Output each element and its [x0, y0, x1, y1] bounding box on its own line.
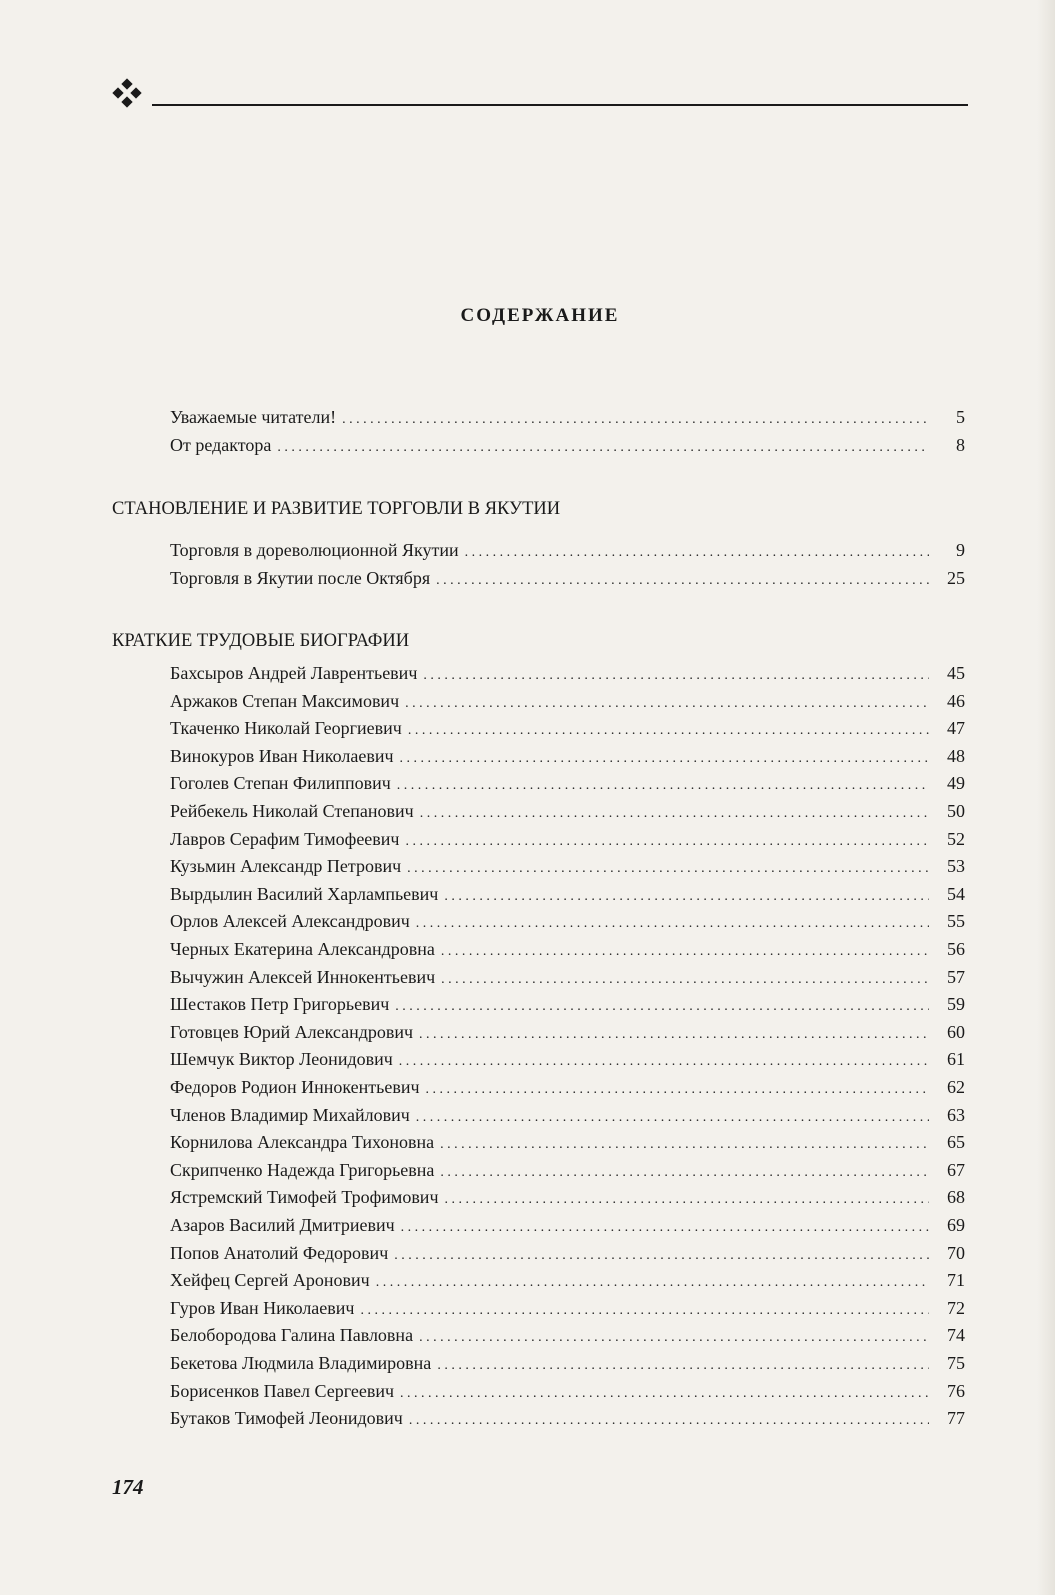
- diamond-ornament-icon: [112, 78, 142, 108]
- toc-entry: [170, 853, 965, 879]
- toc-entry: [170, 1405, 965, 1431]
- toc-entry-page: 71: [947, 1270, 965, 1291]
- leader-dots: [405, 691, 929, 717]
- toc-entry-label: Аржаков Степан Максимович: [170, 690, 400, 711]
- leader-dots: [400, 746, 929, 772]
- toc-entry: [170, 881, 965, 907]
- toc-entry: [170, 1046, 965, 1072]
- toc-entry-page: 53: [947, 856, 965, 877]
- toc-entry: [170, 660, 965, 686]
- toc-entry-page: 9: [956, 540, 965, 560]
- leader-dots: [399, 1049, 929, 1075]
- toc-entry-label: Азаров Василий Дмитриевич: [170, 1215, 395, 1235]
- toc-entry-label: От редактора: [170, 435, 272, 455]
- page-header: [112, 76, 967, 116]
- toc-entry: [170, 908, 965, 934]
- leader-dots: [436, 568, 929, 594]
- leader-dots: [408, 718, 929, 744]
- toc-entry-label: Федоров Родион Иннокентьевич: [170, 1077, 420, 1097]
- leader-dots: [440, 1160, 929, 1186]
- leader-dots: [405, 829, 929, 855]
- toc-entry-page: 76: [947, 1380, 965, 1401]
- leader-dots: [441, 939, 929, 965]
- toc-entry-label: Гуров Иван Николаевич: [170, 1297, 355, 1318]
- toc-entry-page: 48: [947, 745, 965, 766]
- toc-entry-page: 75: [947, 1353, 965, 1373]
- section-heading: СТАНОВЛЕНИЕ И РАЗВИТИЕ ТОРГОВЛИ В ЯКУТИИ: [112, 499, 561, 519]
- toc-entry: [170, 1267, 965, 1293]
- toc-entry-page: 68: [947, 1187, 965, 1208]
- leader-dots: [419, 1022, 929, 1048]
- leader-dots: [416, 911, 929, 937]
- leader-dots: [401, 1215, 929, 1241]
- toc-entry: [170, 1074, 965, 1100]
- toc-entry: [170, 1184, 965, 1210]
- toc-entry: [170, 688, 965, 714]
- toc-entry: [170, 1212, 965, 1238]
- toc-entry: [170, 826, 965, 852]
- toc-title: СОДЕРЖАНИЕ: [460, 305, 620, 326]
- leader-dots: [407, 856, 929, 882]
- toc-entry: [170, 1378, 965, 1404]
- toc-entry: [170, 432, 965, 458]
- toc-entry: [170, 1129, 965, 1155]
- toc-entry-label: Бутаков Тимофей Леонидович: [170, 1408, 403, 1429]
- leader-dots: [416, 1105, 929, 1131]
- leader-dots: [441, 967, 929, 993]
- toc-entry: [170, 964, 965, 990]
- toc-entry: [170, 798, 965, 824]
- leader-dots: [423, 663, 929, 689]
- leader-dots: [409, 1408, 929, 1434]
- toc-entry: [170, 565, 965, 591]
- leader-dots: [397, 773, 929, 799]
- header-rule: [152, 104, 968, 106]
- toc-entry-page: 52: [947, 828, 965, 849]
- leader-dots: [395, 994, 929, 1020]
- toc-entry-page: 47: [947, 718, 965, 739]
- toc-entry-label: Вычужин Алексей Иннокентьевич: [170, 966, 436, 987]
- toc-entry-label: Шемчук Виктор Леонидович: [170, 1049, 393, 1070]
- leader-dots: [444, 884, 929, 910]
- toc-entry: [170, 1019, 965, 1045]
- toc-entry-page: 74: [947, 1325, 965, 1346]
- toc-entry: [170, 743, 965, 769]
- leader-dots: [440, 1132, 929, 1158]
- page-edge: [1037, 0, 1055, 1595]
- toc-entry-page: 60: [947, 1021, 965, 1042]
- toc-entry-label: Корнилова Александра Тихоновна: [170, 1132, 435, 1153]
- toc-entry-label: Хейфец Сергей Аронович: [170, 1270, 370, 1291]
- toc-entry-label: Орлов Алексей Александрович: [170, 911, 410, 932]
- toc-entry-label: Скрипченко Надежда Григорьевна: [170, 1159, 435, 1180]
- toc-entry-page: 50: [947, 801, 965, 821]
- toc-entry-page: 67: [947, 1159, 965, 1180]
- toc-entry: [170, 936, 965, 962]
- toc-entry-page: 54: [947, 883, 965, 904]
- toc-entry: [170, 1350, 965, 1376]
- leader-dots: [419, 1325, 929, 1351]
- toc-entry-label: Членов Владимир Михайлович: [170, 1104, 410, 1125]
- toc-entry: [170, 991, 965, 1017]
- toc-entry-label: Ткаченко Николай Георгиевич: [170, 718, 402, 739]
- toc-entry: [170, 715, 965, 741]
- leader-dots: [400, 1381, 929, 1407]
- toc-entry-label: Белобородова Галина Павловна: [170, 1325, 414, 1346]
- leader-dots: [394, 1243, 929, 1269]
- toc-entry-page: 56: [947, 939, 965, 959]
- toc-entry-label: Попов Анатолий Федорович: [170, 1242, 389, 1263]
- toc-entry: [170, 537, 965, 563]
- toc-entry-page: 8: [956, 435, 965, 455]
- leader-dots: [445, 1187, 930, 1213]
- leader-dots: [360, 1298, 929, 1324]
- toc-entry: [170, 770, 965, 796]
- leader-dots: [342, 407, 929, 433]
- toc-entry: [170, 1295, 965, 1321]
- leader-dots: [420, 801, 929, 827]
- toc-entry-page: 55: [947, 911, 965, 932]
- toc-entry-label: Шестаков Петр Григорьевич: [170, 994, 390, 1015]
- toc-entry: [170, 404, 965, 430]
- toc-entry: [170, 1102, 965, 1128]
- leader-dots: [277, 435, 929, 461]
- toc-entry-label: Черных Екатерина Александровна: [170, 939, 435, 959]
- toc-entry-page: 69: [947, 1215, 965, 1235]
- toc-entry-page: 45: [947, 663, 965, 683]
- toc-entry-label: Готовцев Юрий Александрович: [170, 1021, 414, 1042]
- toc-entry-page: 62: [947, 1077, 965, 1097]
- toc-entry-page: 25: [947, 568, 965, 588]
- toc-entry-page: 49: [947, 773, 965, 794]
- toc-entry-label: Бекетова Людмила Владимировна: [170, 1353, 432, 1373]
- toc-entry-page: 70: [947, 1242, 965, 1263]
- toc-entry-page: 65: [947, 1132, 965, 1153]
- section-heading: КРАТКИЕ ТРУДОВЫЕ БИОГРАФИИ: [112, 631, 410, 651]
- toc-entry-label: Кузьмин Александр Петрович: [170, 856, 402, 877]
- leader-dots: [437, 1353, 929, 1379]
- toc-entry-label: Рейбекель Николай Степанович: [170, 801, 414, 821]
- toc-entry-page: 46: [947, 690, 965, 711]
- leader-dots: [426, 1077, 929, 1103]
- toc-entry-page: 61: [947, 1049, 965, 1070]
- toc-entry-page: 57: [947, 966, 965, 987]
- toc-entry-page: 5: [956, 407, 965, 427]
- toc-entry-label: Торговля в дореволюционной Якутии: [170, 540, 459, 560]
- toc-entry-label: Винокуров Иван Николаевич: [170, 745, 394, 766]
- toc-entry-label: Ястремский Тимофей Трофимович: [170, 1187, 439, 1208]
- toc-entry-label: Вырдылин Василий Харлампьевич: [170, 883, 439, 904]
- toc-entry-label: Лавров Серафим Тимофеевич: [170, 828, 400, 849]
- toc-entry: [170, 1157, 965, 1183]
- toc-entry-label: Уважаемые читатели!: [170, 407, 337, 427]
- toc-entry-page: 77: [947, 1408, 965, 1429]
- leader-dots: [465, 540, 929, 566]
- toc-entry-label: Бахсыров Андрей Лаврентьевич: [170, 663, 418, 683]
- toc-entry-label: Борисенков Павел Сергеевич: [170, 1380, 395, 1401]
- toc-entry: [170, 1322, 965, 1348]
- toc-entry-label: Гоголев Степан Филиппович: [170, 773, 391, 794]
- toc-entry-label: Торговля в Якутии после Октября: [170, 568, 431, 588]
- toc-entry: [170, 1240, 965, 1266]
- toc-entry-page: 63: [947, 1104, 965, 1125]
- toc-entry-page: 72: [947, 1297, 965, 1318]
- leader-dots: [376, 1270, 929, 1296]
- page-number: 174: [112, 1475, 144, 1499]
- toc-entry-page: 59: [947, 994, 965, 1015]
